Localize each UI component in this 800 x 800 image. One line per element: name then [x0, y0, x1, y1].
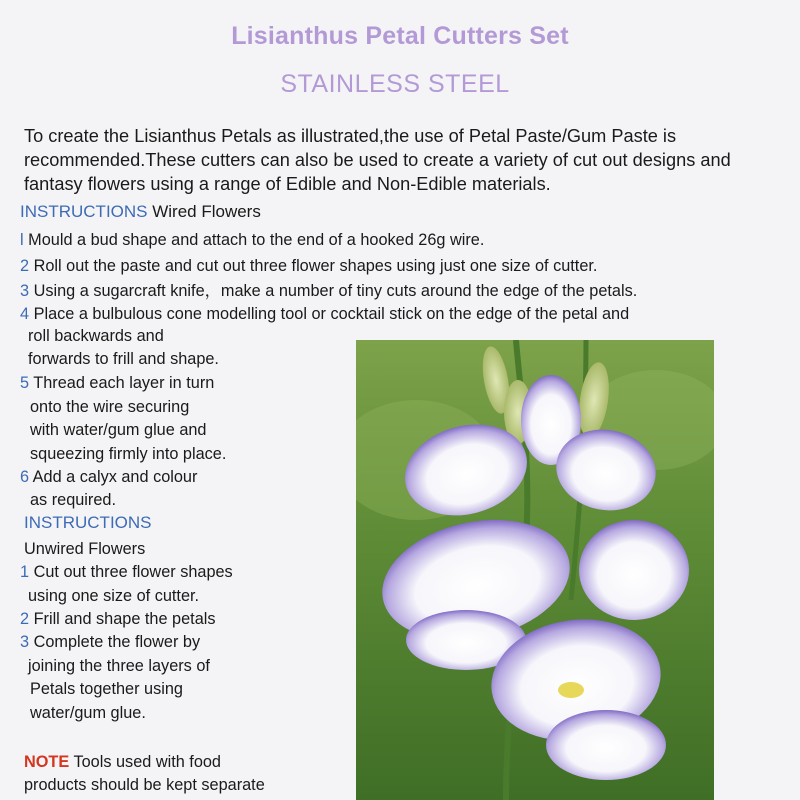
note-label: NOTE	[24, 753, 70, 771]
wired-step-4	[20, 304, 629, 324]
wired-step-1	[20, 230, 484, 250]
wired-instructions-heading	[20, 202, 261, 222]
unwired-step-1	[20, 562, 233, 582]
step-text: Roll out the paste and cut out three flower shapes using just one size of cutter.	[29, 257, 598, 275]
step-text: Frill and shape the petals	[29, 610, 216, 628]
step-number: 5	[20, 374, 30, 392]
note-line	[24, 752, 221, 772]
unwired-step-2	[20, 609, 216, 629]
step-number: 6	[20, 468, 30, 486]
step-number: 3	[20, 633, 30, 651]
wired-step-6-cont-1: as required.	[30, 491, 116, 509]
step-text: Add a calyx and colour	[29, 468, 198, 486]
unwired-step-1-cont-1: using one size of cutter.	[28, 587, 200, 605]
step-text: Complete the flower by	[29, 633, 201, 651]
unwired-step-3-cont-3: water/gum glue.	[30, 704, 146, 722]
step-number: 2	[20, 257, 30, 275]
step-text: Using a sugarcraft knife，make a number of tiny cuts around the edge of the petals.	[29, 282, 638, 300]
step-text: Mould a bud shape and attach to the end of a hooked 26g wire.	[23, 231, 485, 249]
step-number: 1	[20, 563, 30, 581]
step-number: 4	[20, 305, 30, 323]
step-text: Thread each layer in turn	[29, 374, 215, 392]
wired-step-5	[20, 373, 214, 393]
note-text: Tools used with food	[69, 753, 221, 771]
wired-step-6	[20, 467, 197, 487]
wired-step-2	[20, 256, 597, 276]
lisianthus-photo	[356, 340, 714, 800]
wired-step-4-cont-1: roll backwards and	[28, 327, 164, 345]
unwired-flowers-label: Unwired Flowers	[24, 540, 146, 558]
step-number: 2	[20, 610, 30, 628]
wired-step-5-cont-3: squeezing firmly into place.	[30, 445, 227, 463]
step-number: 3	[20, 282, 30, 300]
page-title: Lisianthus Petal Cutters Set	[231, 22, 569, 50]
wired-flowers-label: Wired Flowers	[147, 202, 261, 221]
step-text: Cut out three flower shapes	[29, 563, 233, 581]
wired-step-3	[20, 281, 637, 301]
unwired-step-3-cont-1: joining the three layers of	[28, 657, 210, 675]
unwired-step-3	[20, 632, 200, 652]
wired-step-5-cont-1: onto the wire securing	[30, 398, 190, 416]
step-number: l	[20, 231, 24, 249]
note-cont: products should be kept separate	[24, 776, 265, 794]
step-text: Place a bulbulous cone modelling tool or cocktail stick on the edge of the petal and	[29, 305, 630, 323]
wired-step-5-cont-2: with water/gum glue and	[30, 421, 207, 439]
unwired-step-3-cont-2: Petals together using	[30, 680, 183, 698]
wired-step-4-cont-2: forwards to frill and shape.	[28, 350, 219, 368]
intro-paragraph: To create the Lisianthus Petals as illustrated,the use of Petal Paste/Gum Paste is recommended.These cutters can also be used to create a variety of cut out designs and fantasy flowers using a range of Edible and Non-Edible materials.	[24, 126, 731, 194]
instructions-label: INSTRUCTIONS	[20, 202, 148, 221]
page-subtitle: STAINLESS STEEL	[280, 70, 510, 98]
unwired-instructions-heading: INSTRUCTIONS	[24, 513, 152, 532]
